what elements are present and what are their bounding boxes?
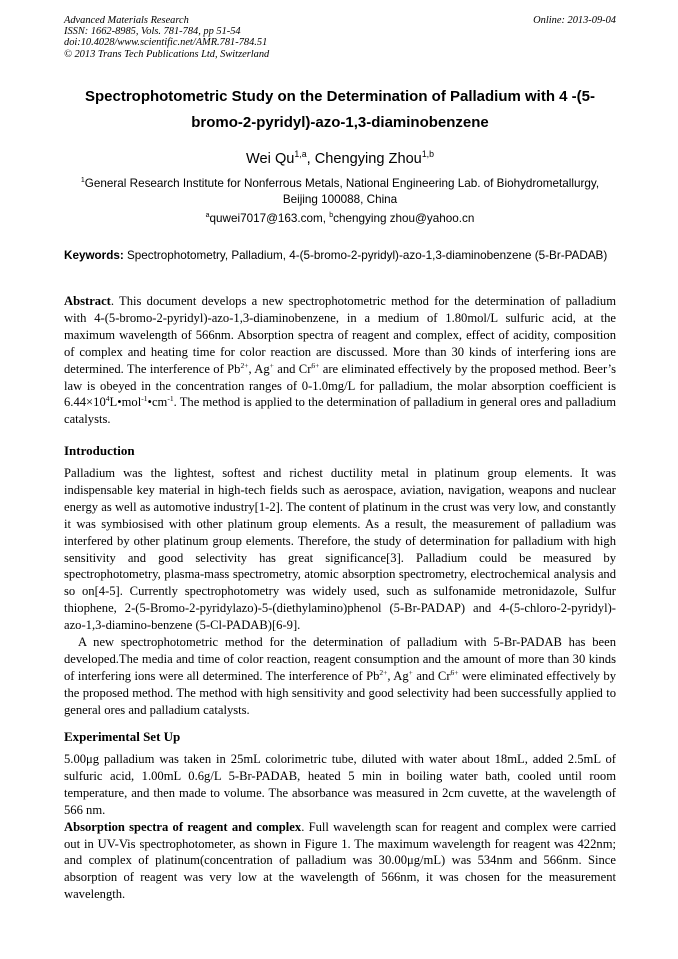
journal-header	[64, 15, 616, 60]
intro-p2-text-2: , Ag	[387, 668, 409, 683]
abstract-text-4: are eliminated effectively by the proposed method. Beer’s law is obeyed in the concentration ranges of 0-1.0mg/L for palladium, the molar absorption coefficient is 6.44×10	[64, 361, 617, 410]
email-a: quwei7017@163.com,	[209, 212, 330, 225]
email-a-marker: a	[205, 212, 210, 220]
keywords	[64, 248, 616, 264]
abstract-text-6: •cm	[147, 395, 168, 410]
abstract-label: Abstract	[64, 294, 111, 308]
experimental-heading: Experimental Set Up	[64, 729, 181, 744]
title-line-2: bromo-2-pyridyl)-azo-1,3-diaminobenzene	[191, 114, 489, 131]
affiliation	[80, 176, 600, 207]
introduction-paragraph-2	[64, 634, 616, 719]
intro-p2-text-1: A new spectrophotometric method for the determination of palladium with 5-Br-PADAB has been developed.The media and time of color reaction, reagent consumption and the amount of more than 30 kinds of interfering ions were all determined. The interference of Pb	[64, 635, 616, 683]
abstract-text-2: , Ag	[248, 361, 270, 376]
intro-p2-sup-1: 2+	[379, 667, 388, 677]
intro-p2-sup-2: +	[408, 667, 413, 677]
author-emails	[64, 212, 616, 225]
journal-name: Advanced Materials Research	[64, 15, 189, 26]
abstract	[64, 293, 616, 428]
author-1-name: Wei Qu	[246, 151, 295, 167]
paper-title	[64, 84, 616, 136]
absorption-spectra-text: . Full wavelength scan for reagent and complex were carried out in UV-Vis spectrophotometer, as shown in Figure 1. The maximum wavelength for reagent was 422nm; and complex of platinum(concentration of palladium was 30.00μg/mL) was 534nm and 566nm. Since absorption of reagent was very low at the wavelength of 566nm, it was chosen for the measurement wavelength.	[64, 819, 617, 902]
author-2-affil-marker: 1,b	[421, 149, 434, 160]
keywords-label: Keywords:	[64, 249, 124, 262]
email-b-marker: b	[329, 212, 334, 220]
experimental-body	[64, 751, 616, 903]
introduction-body	[64, 465, 616, 719]
doi-line: doi:10.4028/www.scientific.net/AMR.781-784.51	[64, 37, 268, 49]
abstract-sup-2: +	[269, 360, 274, 370]
online-date: Online: 2013-09-04	[533, 15, 616, 26]
intro-p2-sup-3: 6+	[450, 667, 459, 677]
affiliation-marker: 1	[80, 177, 85, 185]
author-separator: ,	[306, 151, 315, 167]
abstract-text-3: and Cr	[273, 361, 312, 376]
abstract-text-5: L•mol	[109, 395, 142, 410]
issn-line: ISSN: 1662-8985, Vols. 781-784, pp 51-54	[64, 26, 241, 38]
abstract-sup-4: 4	[105, 394, 110, 404]
abstract-text-1: . This document develops a new spectrophotometric method for the determination of palladium with 4-(5-bromo-2-pyridyl)-azo-1,3-diaminobenzene, in a medium of 1.80mol/L sulfuric acid, at the maximum wavelength of 566nm. Absorption spectra of reagent and complex, effect of acidity, composition of complex and heating time for color reaction are discussed. More than 30 kinds of interfering ions are determined. The interference of Pb	[64, 294, 616, 376]
author-2-name: Chengying Zhou	[314, 151, 422, 167]
title-line-1: Spectrophotometric Study on the Determination of Palladium with 4 -(5-	[84, 88, 596, 105]
author-list	[64, 151, 616, 167]
abstract-sup-6: -1	[167, 394, 174, 404]
experimental-paragraph-1: 5.00μg palladium was taken in 25mL colorimetric tube, diluted with water about 18mL, added 2.5mL of sulfuric acid, 1.00mL 0.6g/L 5-Br-PADAB, heated 5 min in boiling water bath, cooled until room temperature, and then made to volume. The absorbance was measured in 2cm cuvette, at the wavelength of 566 nm.	[64, 752, 616, 817]
introduction-heading: Introduction	[64, 443, 135, 458]
abstract-sup-3: 6+	[311, 360, 320, 370]
experimental-paragraph-2	[64, 819, 616, 904]
introduction-paragraph-1: Palladium was the lightest, softest and richest ductility metal in platinum group elements. It was indispensable key material in high-tech fields such as aerospace, aviation, navigation, weapons and nuclear energy as well as automotive industry[1-2]. The content of platinum in the crust was very low, and constantly it was symbiosised with other platinum group elements. As a result, the measurement of palladium was interfered by other platinum group elements. Therefore, the study of determination for palladium with high sensitivity and good selectivity has great significance[3]. Palladium could be measured by spectrophotometry, plasma-mass spectrometry, atomic absorption spectrometry, electrochemical analysis and so on[4-5]. Currently spectrophotometry was widely used, such as sulfonamide metronidazole, Sulfur thiophene, 2-(5-Bromo-2-pyridylazo)-5-(diethylamino)phenol (5-Br-PADAP) and 4-(5-chloro-2-pyridyl)-azo-1,3-diamino-benzene (5-Cl-PADAB)[6-9].	[64, 466, 616, 633]
email-b: chengying zhou@yahoo.cn	[333, 212, 475, 225]
abstract-sup-1: 2+	[240, 360, 249, 370]
abstract-text-7: . The method is applied to the determination of palladium in general ores and palladium catalysts.	[64, 395, 616, 427]
intro-p2-text-4: were eliminated effectively by the proposed method. The method with high sensitivity and good selectivity had been successfully applied to general ores and palladium catalysts.	[64, 668, 617, 717]
abstract-sup-5: -1	[141, 394, 148, 404]
keywords-text: Spectrophotometry, Palladium, 4-(5-bromo-2-pyridyl)-azo-1,3-diaminobenzene (5-Br-PADAB)	[123, 249, 608, 262]
absorption-spectra-label: Absorption spectra of reagent and complex	[64, 819, 302, 834]
author-1-affil-marker: 1,a	[294, 149, 307, 160]
copyright-line: © 2013 Trans Tech Publications Ltd, Switzerland	[64, 48, 270, 60]
intro-p2-text-3: and Cr	[412, 668, 451, 683]
affiliation-text: General Research Institute for Nonferrous Metals, National Engineering Lab. of Biohydrometallurgy, Beijing 100088, China	[84, 177, 600, 206]
